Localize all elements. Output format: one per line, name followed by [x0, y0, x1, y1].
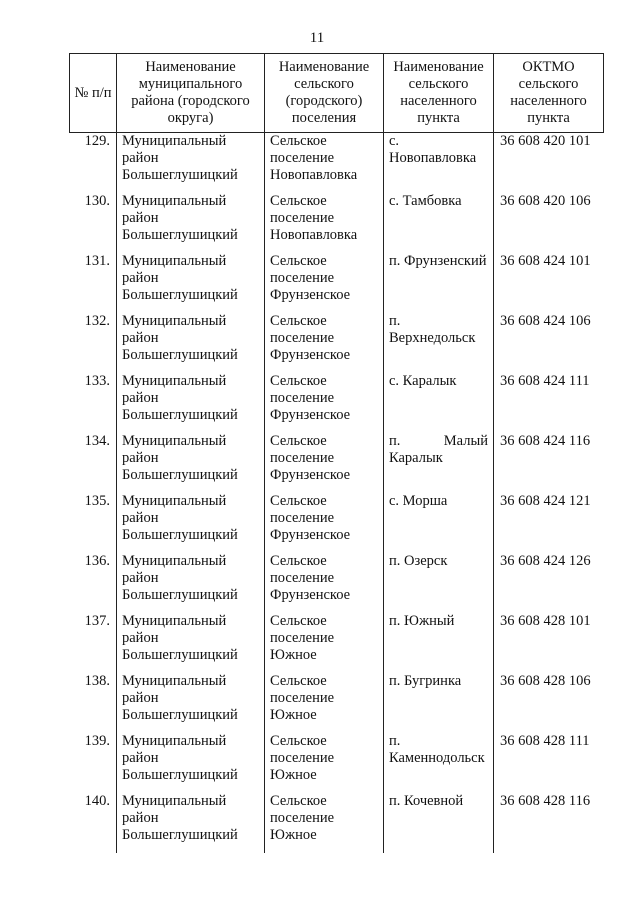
district-cell: Муниципальный район Большеглушицкий [117, 793, 265, 853]
locality-cell: п. Озерск [384, 553, 494, 613]
locality-cell: п. Кочевной [384, 793, 494, 853]
oktmo-cell: 36 608 428 106 [494, 673, 604, 733]
district-cell: Муниципальный район Большеглушицкий [117, 493, 265, 553]
settlement-cell: Сельское поселение Новопавловка [265, 133, 384, 194]
row-number: 140. [84, 793, 110, 809]
oktmo-cell: 36 608 420 106 [494, 193, 604, 253]
oktmo-cell: 36 608 424 106 [494, 313, 604, 373]
settlement-cell: Сельское поселение Южное [265, 733, 384, 793]
settlement-cell: Сельское поселение Новопавловка [265, 193, 384, 253]
table-row [70, 793, 604, 853]
oktmo-cell: 36 608 424 121 [494, 493, 604, 553]
locality-cell: п. Фрунзенский [384, 253, 494, 313]
district-cell: Муниципальный район Большеглушицкий [117, 193, 265, 253]
locality-cell: п. Бугринка [384, 673, 494, 733]
table-row [70, 133, 604, 194]
table-header [70, 54, 604, 133]
table-row [70, 673, 604, 733]
settlement-cell: Сельское поселение Фрунзенское [265, 433, 384, 493]
locality-cell: п. Южный [384, 613, 494, 673]
locality-cell: с. Новопавловка [384, 133, 494, 194]
table-row [70, 193, 604, 253]
oktmo-cell: 36 608 424 116 [494, 433, 604, 493]
district-cell: Муниципальный район Большеглушицкий [117, 673, 265, 733]
row-number: 134. [84, 433, 110, 449]
oktmo-cell: 36 608 424 101 [494, 253, 604, 313]
page-number: 11 [309, 30, 325, 46]
row-number: 132. [84, 313, 110, 329]
row-number: 137. [84, 613, 110, 629]
row-number: 138. [84, 673, 110, 689]
district-cell: Муниципальный район Большеглушицкий [117, 613, 265, 673]
row-number: 130. [84, 193, 110, 209]
district-cell: Муниципальный район Большеглушицкий [117, 553, 265, 613]
settlement-cell: Сельское поселение Южное [265, 793, 384, 853]
table-row [70, 433, 604, 493]
district-cell: Муниципальный район Большеглушицкий [117, 313, 265, 373]
table-row [70, 613, 604, 673]
oktmo-cell: 36 608 420 101 [494, 133, 604, 194]
locality-cell: п. Малый Каралык [384, 433, 494, 493]
district-cell: Муниципальный район Большеглушицкий [117, 373, 265, 433]
district-cell: Муниципальный район Большеглушицкий [117, 733, 265, 793]
district-cell: Муниципальный район Большеглушицкий [117, 433, 265, 493]
table-body [70, 133, 604, 854]
district-cell: Муниципальный район Большеглушицкий [117, 133, 265, 194]
district-cell: Муниципальный район Большеглушицкий [117, 253, 265, 313]
settlement-cell: Сельское поселение Фрунзенское [265, 253, 384, 313]
locality-cell: п. Каменнодольск [384, 733, 494, 793]
row-number: 133. [84, 373, 110, 389]
table-row [70, 373, 604, 433]
settlements-table [69, 53, 604, 853]
oktmo-cell: 36 608 428 101 [494, 613, 604, 673]
locality-cell: с. Каралык [384, 373, 494, 433]
table-row [70, 493, 604, 553]
row-number: 135. [84, 493, 110, 509]
settlement-cell: Сельское поселение Фрунзенское [265, 373, 384, 433]
table-row [70, 253, 604, 313]
locality-cell: с. Морша [384, 493, 494, 553]
settlement-cell: Сельское поселение Фрунзенское [265, 493, 384, 553]
oktmo-cell: 36 608 428 116 [494, 793, 604, 853]
oktmo-cell: 36 608 424 126 [494, 553, 604, 613]
table-row [70, 313, 604, 373]
settlement-cell: Сельское поселение Фрунзенское [265, 553, 384, 613]
row-number: 136. [84, 553, 110, 569]
header-district: Наименование муниципального района (городского округа) [117, 54, 265, 133]
settlement-cell: Сельское поселение Южное [265, 673, 384, 733]
oktmo-cell: 36 608 424 111 [494, 373, 604, 433]
header-locality: Наименование сельского населенного пункта [384, 54, 494, 133]
settlement-cell: Сельское поселение Южное [265, 613, 384, 673]
oktmo-cell: 36 608 428 111 [494, 733, 604, 793]
header-oktmo: ОКТМО сельского населенного пункта [494, 54, 604, 133]
header-number: № п/п [70, 54, 117, 133]
table-row [70, 733, 604, 793]
row-number: 139. [84, 733, 110, 749]
header-settlement: Наименование сельского (городского) поселения [265, 54, 384, 133]
row-number: 131. [84, 253, 110, 269]
row-number: 129. [84, 133, 110, 149]
locality-cell: с. Тамбовка [384, 193, 494, 253]
table-row [70, 553, 604, 613]
settlement-cell: Сельское поселение Фрунзенское [265, 313, 384, 373]
locality-cell: п. Верхнедольск [384, 313, 494, 373]
